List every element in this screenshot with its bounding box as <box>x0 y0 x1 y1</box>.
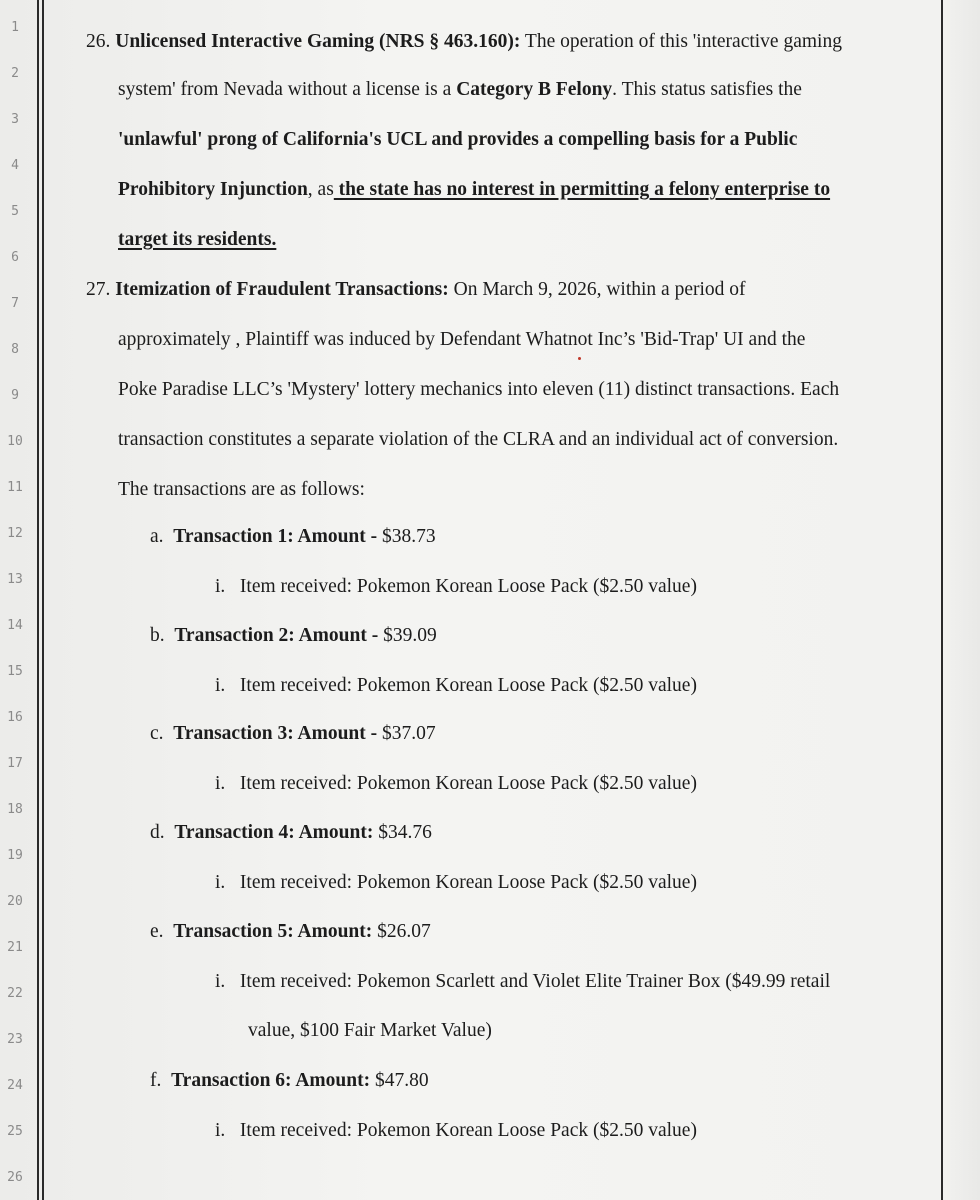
transaction-amount: $37.07 <box>382 723 436 744</box>
transaction-label: Transaction 5: Amount: <box>173 921 378 942</box>
list-roman: i. <box>215 971 226 992</box>
list-letter: e. <box>150 921 164 942</box>
bold-term: Prohibitory Injunction <box>118 179 308 200</box>
line-number: 7 <box>11 296 19 311</box>
right-margin-rule <box>941 0 943 1200</box>
transaction-subitem <box>215 575 697 599</box>
transaction-amount: $47.80 <box>374 1070 429 1091</box>
list-roman: i. <box>215 872 226 893</box>
transaction-label: Transaction 3: Amount - <box>173 723 383 744</box>
transaction-amount: $26.07 <box>377 921 431 942</box>
line-number: 2 <box>11 66 19 81</box>
line-number: 8 <box>11 342 19 357</box>
transaction-label: Transaction 1: Amount - <box>173 526 383 547</box>
paragraph-line: approximately , Plaintiff was induced by Defendant Whatnot Inc’s 'Bid-Trap' UI and the <box>118 329 806 350</box>
line-number: 13 <box>7 572 23 587</box>
line-number: 6 <box>11 250 19 265</box>
transaction-label: Transaction 4: Amount: <box>174 822 379 843</box>
paragraph-line <box>118 228 276 252</box>
line-number: 26 <box>7 1170 23 1185</box>
line-number: 20 <box>7 894 23 909</box>
line-number: 5 <box>11 204 19 219</box>
paragraph-heading: Itemization of Fraudulent Transactions: <box>115 279 449 300</box>
paragraph-line <box>118 128 797 152</box>
left-margin-rule <box>37 0 39 1200</box>
item-received: Item received: Pokemon Korean Loose Pack ($2.50 value) <box>239 675 697 696</box>
line-number: 14 <box>7 618 23 633</box>
line-number: 23 <box>7 1032 23 1047</box>
text-run: , as <box>307 179 334 200</box>
transaction-item <box>150 624 437 648</box>
transaction-item <box>150 722 436 746</box>
transaction-item <box>150 920 431 944</box>
list-roman: i. <box>215 675 226 696</box>
line-number: 17 <box>7 756 23 771</box>
line-number: 15 <box>7 664 23 679</box>
item-received: Item received: Pokemon Korean Loose Pack ($2.50 value) <box>239 576 697 597</box>
paragraph-line: Poke Paradise LLC’s 'Mystery' lottery mechanics into eleven (11) distinct transactions. Each <box>118 379 840 400</box>
item-received: Item received: Pokemon Korean Loose Pack ($2.50 value) <box>239 872 697 893</box>
underlined-text: the state has no interest in permitting a felony enterprise to <box>333 179 831 200</box>
text-run: On March 9, 2026, within a period of <box>448 279 746 300</box>
paragraph-line <box>86 30 842 54</box>
list-roman: i. <box>215 1120 226 1141</box>
transaction-subitem <box>215 674 697 698</box>
text-run: system' from Nevada without a license is a <box>118 79 457 100</box>
list-roman: i. <box>215 576 226 597</box>
transaction-subitem <box>215 871 697 895</box>
paragraph-line <box>118 78 802 102</box>
bold-term: Category B Felony <box>456 79 613 100</box>
paragraph-line <box>86 278 746 302</box>
line-number: 25 <box>7 1124 23 1139</box>
line-number: 1 <box>11 20 19 35</box>
line-number: 18 <box>7 802 23 817</box>
transaction-label: Transaction 2: Amount - <box>174 625 384 646</box>
line-number: 11 <box>7 480 23 495</box>
line-number: 4 <box>11 158 19 173</box>
line-number: 3 <box>11 112 19 127</box>
paragraph-line: transaction constitutes a separate violation of the CLRA and an individual act of conversion. <box>118 429 839 450</box>
paragraph-heading: Unlicensed Interactive Gaming (NRS § 463.160): <box>115 31 521 52</box>
transaction-item <box>150 525 436 549</box>
stray-ink-dot <box>578 357 581 360</box>
text-run: . This status satisfies the <box>612 79 802 100</box>
list-letter: a. <box>150 526 164 547</box>
transaction-amount: $39.09 <box>383 625 437 646</box>
list-letter: c. <box>150 723 164 744</box>
line-number: 21 <box>7 940 23 955</box>
transaction-item <box>150 821 432 845</box>
transaction-amount: $38.73 <box>382 526 436 547</box>
left-margin-rule-inner <box>42 0 44 1200</box>
transaction-subitem-continued: value, $100 Fair Market Value) <box>248 1020 492 1041</box>
page-edge-shadow <box>940 0 980 1200</box>
transaction-item <box>150 1069 429 1093</box>
line-number: 19 <box>7 848 23 863</box>
transaction-subitem <box>215 1119 697 1143</box>
paragraph-line <box>118 178 830 202</box>
line-number: 12 <box>7 526 23 541</box>
list-letter: f. <box>150 1070 162 1091</box>
line-number: 24 <box>7 1078 23 1093</box>
text-run: The operation of this 'interactive gaming <box>520 31 842 52</box>
item-received: Item received: Pokemon Scarlett and Violet Elite Trainer Box ($49.99 retail <box>239 971 831 992</box>
transaction-label: Transaction 6: Amount: <box>171 1070 375 1091</box>
bold-text: 'unlawful' prong of California's UCL and provides a compelling basis for a Public <box>118 129 798 150</box>
line-number: 16 <box>7 710 23 725</box>
item-received: Item received: Pokemon Korean Loose Pack ($2.50 value) <box>239 1120 697 1141</box>
line-number: 22 <box>7 986 23 1001</box>
list-letter: d. <box>150 822 165 843</box>
line-number: 10 <box>7 434 23 449</box>
transaction-subitem <box>215 970 830 994</box>
transaction-subitem <box>215 772 697 796</box>
paragraph-number: 26. <box>86 31 116 52</box>
paragraph-line: The transactions are as follows: <box>118 479 365 500</box>
paragraph-number: 27. <box>86 279 116 300</box>
line-number: 9 <box>11 388 19 403</box>
transaction-amount: $34.76 <box>378 822 432 843</box>
list-letter: b. <box>150 625 165 646</box>
list-roman: i. <box>215 773 226 794</box>
item-received: Item received: Pokemon Korean Loose Pack ($2.50 value) <box>239 773 697 794</box>
underlined-text: target its residents. <box>118 229 277 250</box>
